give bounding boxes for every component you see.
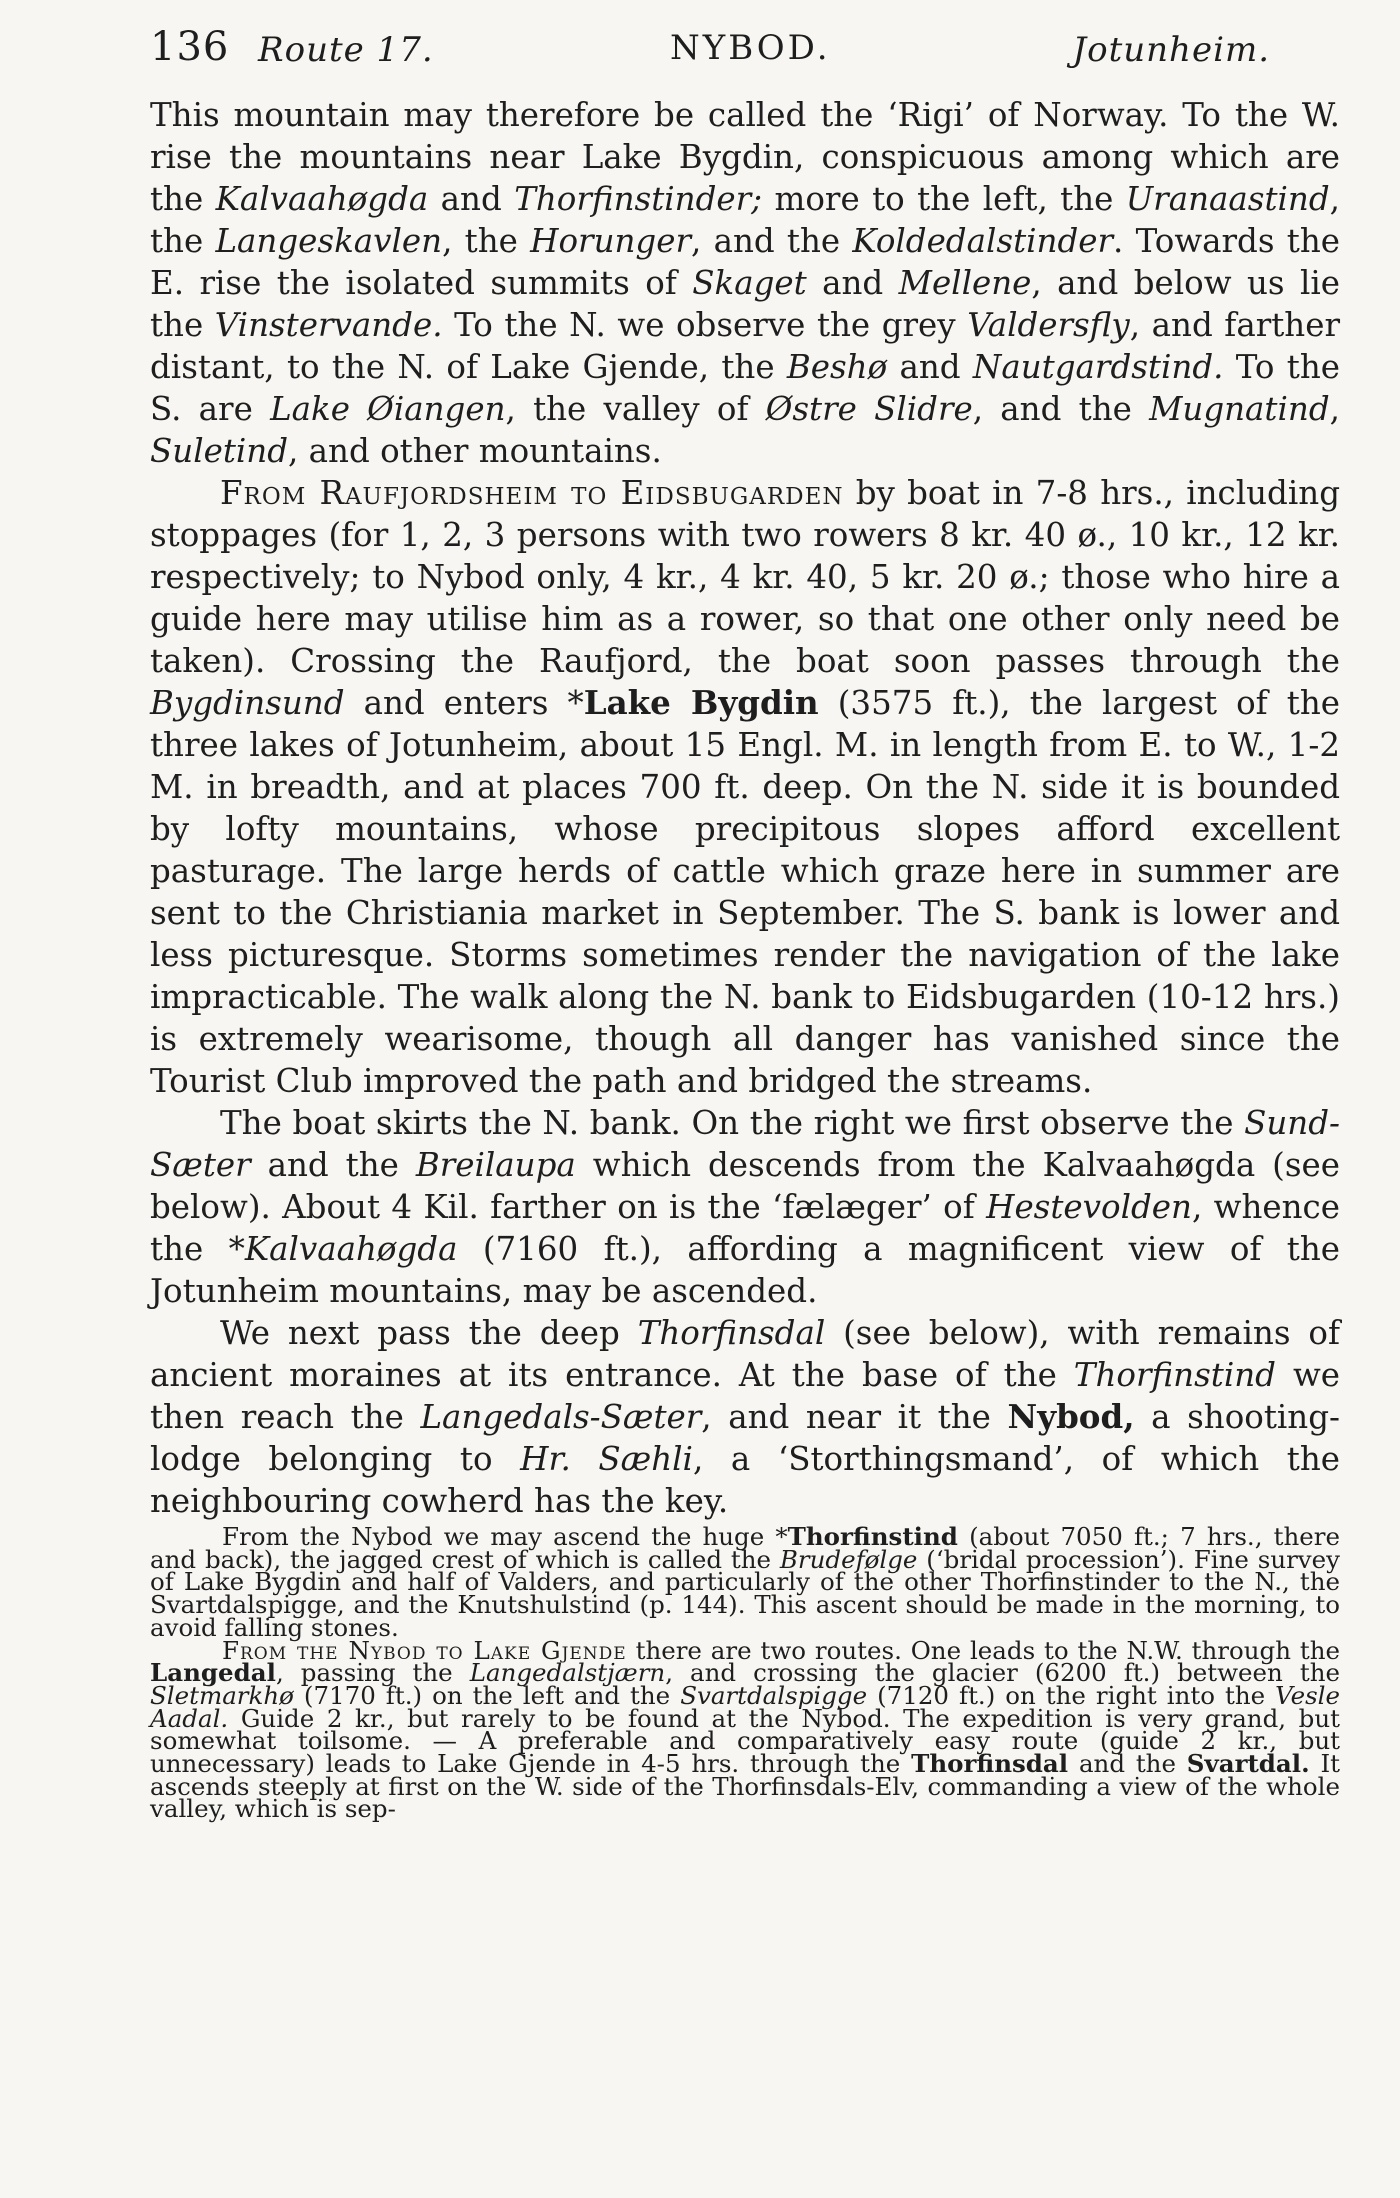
bold-term: Nybod, (1007, 1397, 1135, 1436)
paragraph-north-bank: The boat skirts the N. bank. On the right we first observe the Sund-Sæter and the Breilaupa which descends from the Kalvaahøgda (see below). About 4 Kil. farther on is the ‘fælæger’ of Hestevolden, whence the *Kalvaahøgda (7160 ft.), affording a magnificent view of the Jotunheim mountains, may be ascended. (150, 1104, 1340, 1310)
italic-term: Valdersfly (967, 306, 1130, 344)
italic-term: Breilaupa (415, 1146, 576, 1184)
italic-term: Bygdinsund (150, 684, 345, 722)
bold-term: Langedal (150, 1658, 276, 1688)
main-text (150, 94, 1340, 1522)
italic-term: Vinstervande. (214, 306, 443, 344)
running-header (150, 24, 1340, 94)
italic-term: Mellene (898, 264, 1032, 302)
italic-term: Kalvaahøgda (244, 1230, 458, 1268)
italic-term: Sund-Sæter (150, 1104, 1340, 1184)
section-lead: From the Nybod to Lake Gjende (222, 1635, 627, 1665)
route-label: Route 17. (258, 30, 434, 70)
italic-term: Skaget (692, 264, 807, 302)
italic-term: Hr. Sæhli (520, 1440, 693, 1478)
bold-term: Thorfinsdal (911, 1749, 1069, 1779)
italic-term: Kalvaahøgda (215, 180, 429, 218)
bold-term: Lake Bygdin (583, 683, 819, 722)
italic-term: Svartdalspigge (680, 1680, 868, 1710)
italic-term: Uranaastind (1125, 180, 1330, 218)
paragraph-rigi-view: This mountain may therefore be called the ‘Rigi’ of Norway. To the W. rise the mountains near Lake Bygdin, conspicuous among which are the Kalvaahøgda and Thorfinstinder; more to the left, the Uranaastind, the Langeskavlen, the Horunger, and the Koldedalstinder. Towards the E. rise the isolated summits of Skaget and Mellene, and below us lie the Vinstervande. To the N. we observe the grey Valdersfly, and farther distant, to the N. of Lake Gjende, the Beshø and Nautgardstind. To the S. are Lake Øiangen, the valley of Østre Slidre, and the Mugnatind, Suletind, and other mountains. (150, 96, 1341, 470)
italic-term: Thorfinstind (1073, 1356, 1276, 1394)
italic-term: Koldedalstinder (852, 222, 1114, 260)
note-thorfinstind-ascent: From the Nybod we may ascend the huge *Thorfinstind (about 7050 ft.; 7 hrs., there and back), the jagged crest of which is called the Brudefølge (‘bridal procession’). Fine survey of Lake Bygdin and half of Valders, and particularly of the other Thorfinstinder to the N., the Svartdalspigge, and the Knutshulstind (p. 144). This ascent should be made in the morning, to avoid falling stones. (150, 1522, 1340, 1642)
page-title: NYBOD. (670, 28, 831, 68)
italic-term: Langedalstjærn (469, 1658, 666, 1688)
small-print-notes (150, 1522, 1340, 1824)
section-lead: From Raufjordsheim to Eidsbugarden (220, 474, 844, 512)
italic-term: Sletmarkhø (150, 1680, 294, 1710)
italic-term: Horunger (530, 222, 692, 260)
italic-term: Langeskavlen (215, 222, 443, 260)
note-nybod-to-gjende: From the Nybod to Lake Gjende there are two routes. One leads to the N.W. through the Langedal, passing the Langedalstjærn, and crossing the glacier (6200 ft.) between the Sletmarkhø (7170 ft.) on the left and the Svartdalspigge (7120 ft.) on the right into the Vesle Aadal. Guide 2 kr., but rarely to be found at the Nybod. The expedition is very grand, but somewhat toilsome. — A preferable and comparatively easy route (guide 2 kr., but unnecessary) leads to Lake Gjende in 4-5 hrs. through the Thorfinsdal and the Svartdal. It ascends steeply at first on the W. side of the Thorfinsdals-Elv, commanding a view of the whole valley, which is sep- (150, 1635, 1340, 1824)
bold-term: Thorfinstind (787, 1522, 958, 1551)
italic-term: Nautgardstind. (972, 348, 1224, 386)
paragraph-raufjordsheim-route: From Raufjordsheim to Eidsbugarden by boat in 7-8 hrs., including stoppages (for 1, 2, 3 persons with two rowers 8 kr. 40 ø., 10 kr., 12 kr. respectively; to Nybod only, 4 kr., 4 kr. 40, 5 kr. 20 ø.; those who hire a guide here may utilise him as a rower, so that one other only need be taken). Crossing the Raufjord, the boat soon passes through the Bygdinsund and enters *Lake Bygdin (3575 ft.), the largest of the three lakes of Jotunheim, about 15 Engl. M. in length from E. to W., 1-2 M. in breadth, and at places 700 ft. deep. On the N. side it is bounded by lofty mountains, whose precipitous slopes afford excellent pasturage. The large herds of cattle which graze here in summer are sent to the Christiania market in September. The S. bank is lower and less picturesque. Storms sometimes render the navigation of the lake impracticable. The walk along the N. bank to Eidsbugarden (10-12 hrs.) is extremely wearisome, though all danger has vanished since the Tourist Club improved the path and bridged the streams. (150, 474, 1340, 1100)
italic-term: Hestevolden (986, 1188, 1192, 1226)
italic-term: Lake Øiangen (270, 390, 506, 428)
italic-term: Beshø (786, 348, 888, 386)
italic-term: Langedals-Sæter (420, 1398, 702, 1436)
italic-term: Brudefølge (779, 1544, 918, 1574)
italic-term: Vesle Aadal. (150, 1680, 1340, 1733)
italic-term: Suletind (150, 432, 289, 470)
paragraph-thorfinsdal: We next pass the deep Thorfinsdal (see below), with remains of ancient moraines at its entrance. At the base of the Thorfinstind we then reach the Langedals-Sæter, and near it the Nybod, a shooting-lodge belonging to Hr. Sæhli, a ‘Storthingsmand’, of which the neighbouring cowherd has the key. (150, 1314, 1341, 1520)
italic-term: Thorfinstinder; (514, 180, 763, 218)
italic-term: Thorfinsdal (637, 1314, 826, 1352)
italic-term: Østre Slidre (765, 390, 973, 428)
italic-term: Mugnatind (1149, 390, 1330, 428)
bold-term: Svartdal. (1186, 1749, 1310, 1779)
region-label: Jotunheim. (1072, 30, 1270, 70)
book-page (150, 24, 1341, 1824)
page-number: 136 (150, 24, 230, 70)
